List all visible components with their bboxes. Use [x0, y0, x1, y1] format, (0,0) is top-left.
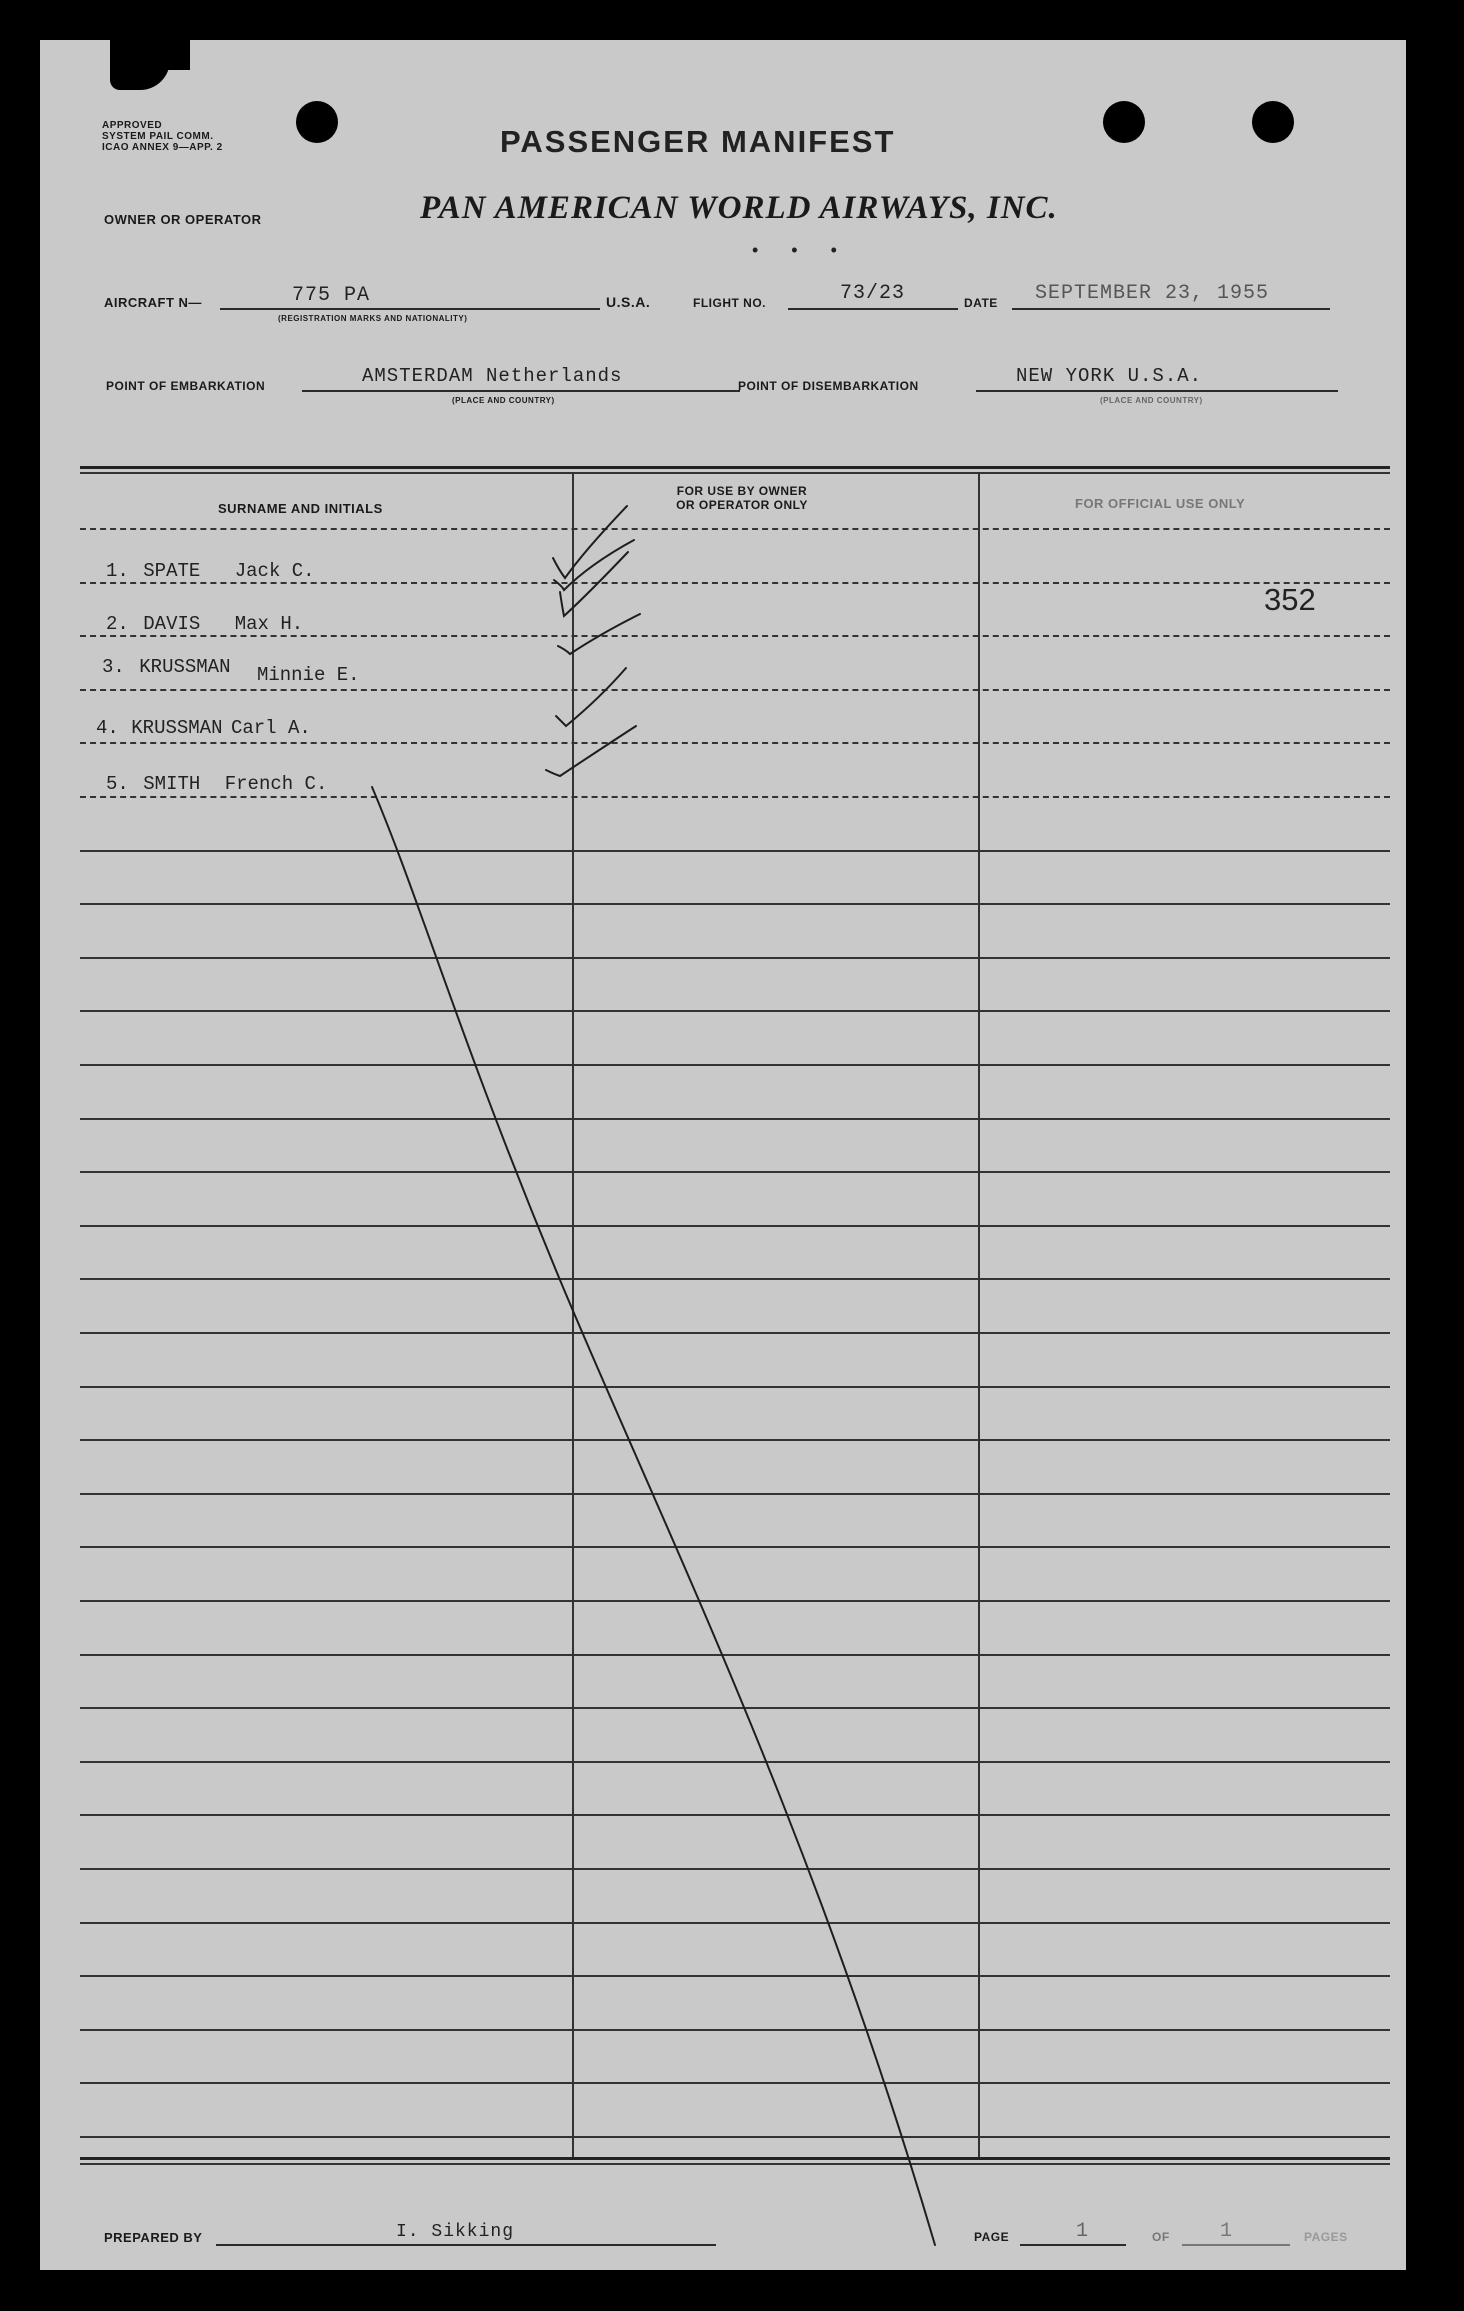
- embarkation-sublabel: (PLACE AND COUNTRY): [452, 396, 555, 405]
- strike-line: [372, 787, 935, 2245]
- aircraft-value: 775 PA: [292, 284, 371, 307]
- checkmark: [556, 668, 626, 726]
- passenger-number: 2.: [106, 613, 129, 635]
- checkmark: [558, 614, 640, 654]
- date-label: DATE: [964, 296, 998, 310]
- date-value: SEPTEMBER 23, 1955: [1035, 282, 1270, 305]
- manifest-page: [40, 40, 1406, 2270]
- owner-value: PAN AMERICAN WORLD AIRWAYS, INC.: [420, 190, 1058, 226]
- flight-value: 73/23: [840, 282, 906, 305]
- disembarkation-label: POINT OF DISEMBARKATION: [738, 379, 919, 393]
- page-underline: [1020, 2244, 1126, 2246]
- passenger-number: 1.: [106, 560, 129, 582]
- passenger-initials: Carl A.: [230, 717, 311, 739]
- owner-use-line: FOR USE BY OWNER: [676, 484, 808, 498]
- approval-line: SYSTEM PAIL COMM.: [102, 131, 214, 142]
- passenger-initials: Jack C.: [234, 560, 315, 582]
- of-underline: [1182, 2244, 1290, 2246]
- page-label: PAGE: [974, 2230, 1010, 2244]
- disembarkation-sublabel: (PLACE AND COUNTRY): [1100, 396, 1203, 405]
- aircraft-label: AIRCRAFT N—: [104, 295, 202, 310]
- pages-label: PAGES: [1304, 2230, 1348, 2244]
- passenger-surname: SMITH: [143, 773, 201, 795]
- of-label: OF: [1152, 2230, 1170, 2244]
- prepared-value: I. Sikking: [396, 2222, 515, 2242]
- handwriting-overlay: [40, 40, 1406, 2270]
- of-value: 1: [1220, 2220, 1234, 2243]
- flight-label: FLIGHT NO.: [693, 296, 766, 310]
- dot-marks: • • •: [752, 240, 851, 260]
- page-value: 1: [1076, 2220, 1090, 2243]
- passenger-number: 5.: [106, 773, 129, 795]
- disembarkation-value: NEW YORK U.S.A.: [1016, 365, 1203, 387]
- owner-use-line: OR OPERATOR ONLY: [676, 498, 808, 512]
- passenger-surname: DAVIS: [143, 613, 201, 635]
- approval-line: ICAO ANNEX 9—APP. 2: [102, 142, 223, 153]
- passenger-initials: Minnie E.: [256, 664, 360, 686]
- passenger-initials: French C.: [224, 773, 328, 795]
- column-header-official: FOR OFFICIAL USE ONLY: [1075, 496, 1246, 511]
- approval-line: APPROVED: [102, 120, 163, 131]
- aircraft-sublabel: (REGISTRATION MARKS AND NATIONALITY): [278, 314, 468, 323]
- checkmark: [554, 540, 634, 590]
- embarkation-value: AMSTERDAM Netherlands: [362, 365, 623, 387]
- prepared-label: PREPARED BY: [104, 2230, 203, 2245]
- official-number: 352: [1264, 582, 1316, 617]
- prepared-underline: [216, 2244, 716, 2246]
- column-header-surname: SURNAME AND INITIALS: [218, 501, 383, 516]
- checkmark: [546, 726, 636, 776]
- passenger-surname: SPATE: [143, 560, 201, 582]
- aircraft-country: U.S.A.: [606, 294, 651, 310]
- embarkation-label: POINT OF EMBARKATION: [106, 379, 266, 393]
- passenger-number: 4.: [96, 717, 119, 739]
- passenger-initials: Max H.: [234, 613, 304, 635]
- page-title: PASSENGER MANIFEST: [500, 124, 896, 159]
- passenger-surname: KRUSSMAN: [131, 717, 223, 739]
- passenger-number: 3.: [102, 656, 125, 678]
- passenger-surname: KRUSSMAN: [139, 656, 231, 678]
- owner-label: OWNER OR OPERATOR: [104, 212, 262, 227]
